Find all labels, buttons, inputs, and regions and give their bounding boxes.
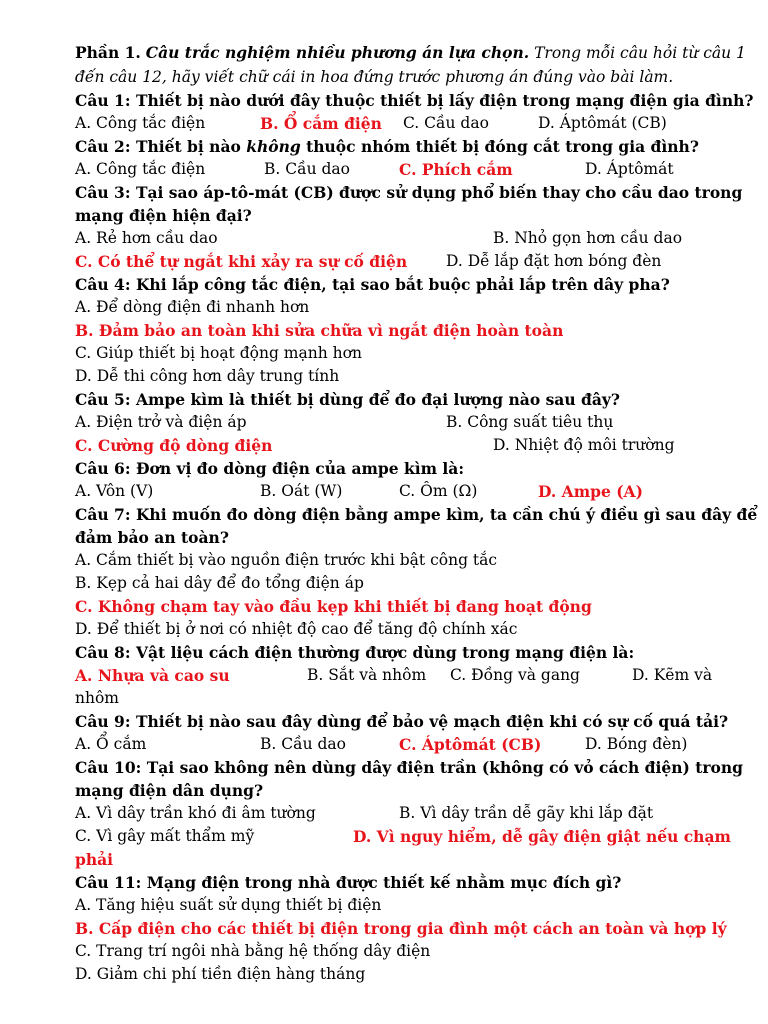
q2-option-c-correct: C. Phích cắm <box>399 160 513 179</box>
q4-option-b-correct: B. Đảm bảo an toàn khi sửa chữa vì ngắt điện hoàn toàn <box>75 321 564 340</box>
q2-option-b: B. Cầu dao <box>264 160 351 178</box>
question-6: Câu 6: Đơn vị đo dòng điện của ampe kìm là: <box>75 459 465 478</box>
question-9: Câu 9: Thiết bị nào sau đây dùng để bảo vệ mạch điện khi có sự cố quá tải? <box>75 712 729 731</box>
q6-option-a: A. Vôn (V) <box>75 482 154 500</box>
q4-option-c: C. Giúp thiết bị hoạt động mạnh hơn <box>75 344 362 362</box>
q7-option-b: B. Kẹp cả hai dây để đo tổng điện áp <box>75 574 364 592</box>
question-3: Câu 3: Tại sao áp-tô-mát (CB) được sử dụng phổ biến thay cho cầu dao trong <box>75 183 743 202</box>
q7-option-d: D. Để thiết bị ở nơi có nhiệt độ cao để tăng độ chính xác <box>75 620 518 638</box>
q3-option-b: B. Nhỏ gọn hơn cầu dao <box>493 229 683 247</box>
q6-option-d-correct: D. Ampe (A) <box>538 482 643 501</box>
q3-option-a: A. Rẻ hơn cầu dao <box>75 229 218 247</box>
q6-option-c: C. Ôm (Ω) <box>399 482 478 500</box>
question-10-cont: mạng điện dân dụng? <box>75 781 264 800</box>
q10-options-cd <box>75 825 731 848</box>
q9-options <box>75 733 725 756</box>
question-8: Câu 8: Vật liệu cách điện thường được dùng trong mạng điện là: <box>75 643 635 662</box>
q2-text-start: Câu 2: Thiết bị nào <box>75 137 247 156</box>
q6-options <box>75 480 725 503</box>
q5-option-a: A. Điện trở và điện áp <box>75 413 247 431</box>
q2-options <box>75 158 725 181</box>
q3-options-ab <box>75 227 725 250</box>
q9-option-d: D. Bóng đèn) <box>585 735 688 753</box>
q8-option-d-cont: nhôm <box>75 689 119 707</box>
q1-options <box>75 112 725 135</box>
q10-option-c: C. Vì gây mất thẩm mỹ <box>75 827 255 845</box>
q4-option-a: A. Để dòng điện đi nhanh hơn <box>75 298 310 316</box>
q7-option-a: A. Cắm thiết bị vào nguồn điện trước khi bật công tắc <box>75 551 498 569</box>
question-2 <box>75 135 725 158</box>
q4-option-d: D. Dễ thi công hơn dây trung tính <box>75 367 340 385</box>
q1-option-b-correct: B. Ổ cắm điện <box>260 114 382 133</box>
q9-option-c-correct: C. Áptômát (CB) <box>399 735 542 754</box>
q10-option-d-cont: phải <box>75 850 114 869</box>
q2-text-emphasis: không <box>246 137 301 156</box>
q11-option-b-correct: B. Cấp điện cho các thiết bị điện trong gia đình một cách an toàn và hợp lý <box>75 919 727 938</box>
q8-option-a-correct: A. Nhựa và cao su <box>75 666 230 685</box>
q3-option-d: D. Dễ lắp đặt hơn bóng đèn <box>446 252 662 270</box>
part-instruction: Trong mỗi câu hỏi từ câu 1 <box>534 44 746 62</box>
q3-option-c-correct: C. Có thể tự ngắt khi xảy ra sự cố điện <box>75 252 408 271</box>
question-1: Câu 1: Thiết bị nào dưới đây thuộc thiết bị lấy điện trong mạng điện gia đình? <box>75 91 754 110</box>
q1-option-d: D. Áptômát (CB) <box>538 114 667 132</box>
q10-option-a: A. Vì dây trần khó đi âm tường <box>75 804 316 822</box>
q8-option-b: B. Sắt và nhôm <box>307 666 427 684</box>
question-11: Câu 11: Mạng điện trong nhà được thiết kế nhằm mục đích gì? <box>75 873 622 892</box>
question-4: Câu 4: Khi lắp công tắc điện, tại sao bắt buộc phải lắp trên dây pha? <box>75 275 670 294</box>
question-5: Câu 5: Ampe kìm là thiết bị dùng để đo đại lượng nào sau đây? <box>75 390 620 409</box>
q9-option-a: A. Ổ cắm <box>75 735 147 753</box>
q5-option-c-correct: C. Cường độ dòng điện <box>75 436 273 455</box>
q6-option-b: B. Oát (W) <box>260 482 343 500</box>
q2-option-a: A. Công tắc điện <box>75 160 206 178</box>
q7-option-c-correct: C. Không chạm tay vào đầu kẹp khi thiết bị đang hoạt động <box>75 597 592 616</box>
q2-text-end: thuộc nhóm thiết bị đóng cắt trong gia đình? <box>300 137 699 156</box>
q5-options-ab <box>75 411 725 434</box>
q8-option-d: D. Kẽm và <box>632 666 713 684</box>
q5-option-d: D. Nhiệt độ môi trường <box>493 436 675 454</box>
q11-option-c: C. Trang trí ngôi nhà bằng hệ thống dây điện <box>75 942 431 960</box>
part-instruction-cont: đến câu 12, hãy viết chữ cái in hoa đứng trước phương án đúng vào bài làm. <box>75 68 674 86</box>
worksheet-page <box>75 41 758 986</box>
part-title: Câu trắc nghiệm nhiều phương án lựa chọn. <box>145 43 530 62</box>
q5-options-cd <box>75 434 725 457</box>
q11-option-a: A. Tăng hiệu suất sử dụng thiết bị điện <box>75 896 382 914</box>
question-7: Câu 7: Khi muốn đo dòng điện bằng ampe kìm, ta cần chú ý điều gì sau đây để <box>75 505 758 524</box>
q1-option-a: A. Công tắc điện <box>75 114 206 132</box>
q10-option-b: B. Vì dây trần dễ gãy khi lắp đặt <box>399 804 654 822</box>
question-7-cont: đảm bảo an toàn? <box>75 528 229 547</box>
q3-options-cd <box>75 250 725 273</box>
q2-option-d: D. Áptômát <box>585 160 674 178</box>
q9-option-b: B. Cầu dao <box>260 735 347 753</box>
q8-options <box>75 664 725 687</box>
q8-option-c: C. Đồng và gang <box>450 666 580 684</box>
q11-option-d: D. Giảm chi phí tiền điện hàng tháng <box>75 965 366 983</box>
question-10: Câu 10: Tại sao không nên dùng dây điện trần (không có vỏ cách điện) trong <box>75 758 743 777</box>
part-heading-line <box>75 41 746 65</box>
question-3-cont: mạng điện hiện đại? <box>75 206 252 225</box>
q1-option-c: C. Cầu dao <box>403 114 489 132</box>
q10-options-ab <box>75 802 725 825</box>
q10-option-d-correct: D. Vì nguy hiểm, dễ gây điện giật nếu chạm <box>353 827 731 846</box>
q5-option-b: B. Công suất tiêu thụ <box>446 413 614 431</box>
part-label: Phần 1. <box>75 43 141 62</box>
